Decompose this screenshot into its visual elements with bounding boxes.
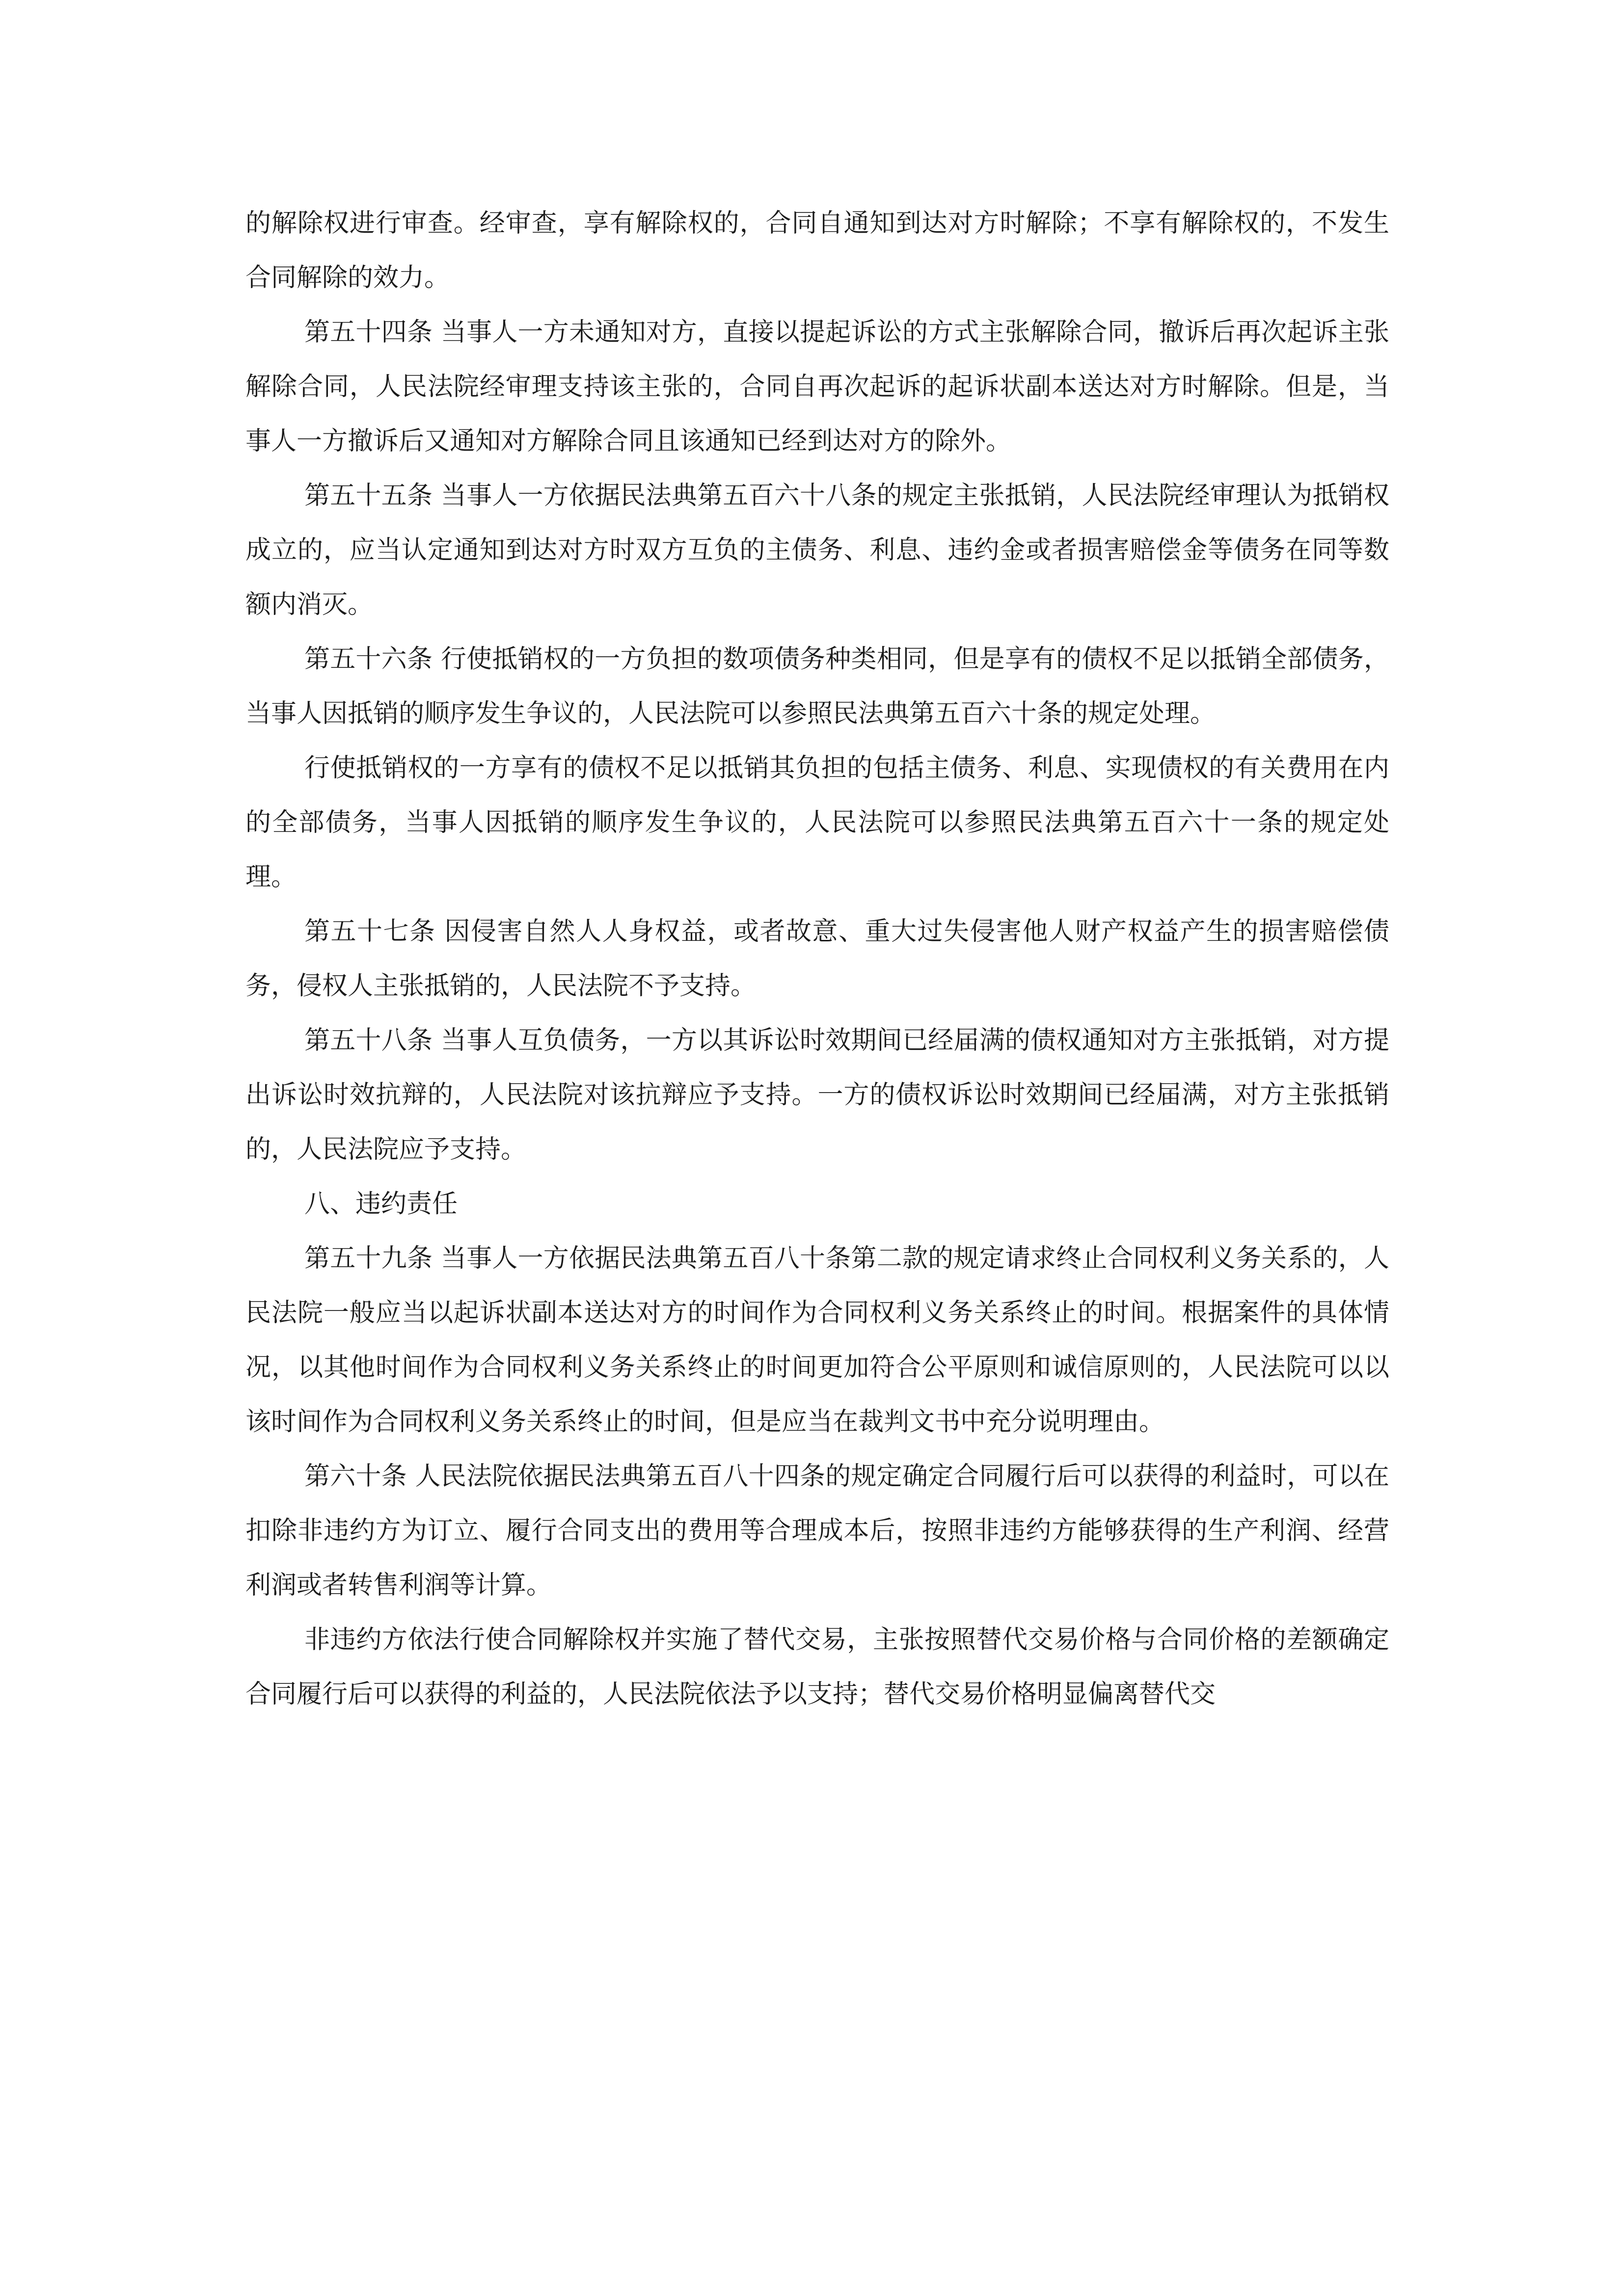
- paragraph-1: 的解除权进行审查。经审查，享有解除权的，合同自通知到达对方时解除；不享有解除权的，不发生合同解除的效力。: [245, 209, 1389, 293]
- paragraph-article-60-cont: 非违约方依法行使合同解除权并实施了替代交易，主张按照替代交易价格与合同价格的差额确定合同履行后可以获得的利益的，人民法院依法予以支持；替代交易价格明显偏离替代交: [245, 1625, 1389, 1709]
- paragraph-article-56-cont: 行使抵销权的一方享有的债权不足以抵销其负担的包括主债务、利息、实现债权的有关费用在内的全部债务，当事人因抵销的顺序发生争议的，人民法院可以参照民法典第五百六十一条的规定处理。: [245, 753, 1389, 892]
- paragraph-article-56: 第五十六条 行使抵销权的一方负担的数项债务种类相同，但是享有的债权不足以抵销全部债务，当事人因抵销的顺序发生争议的，人民法院可以参照民法典第五百六十条的规定处理。: [245, 644, 1389, 728]
- paragraph-article-57: 第五十七条 因侵害自然人人身权益，或者故意、重大过失侵害他人财产权益产生的损害赔偿债务，侵权人主张抵销的，人民法院不予支持。: [245, 917, 1389, 1001]
- paragraph-article-58: 第五十八条 当事人互负债务，一方以其诉讼时效期间已经届满的债权通知对方主张抵销，对方提出诉讼时效抗辩的，人民法院对该抗辩应予支持。一方的债权诉讼时效期间已经届满，对方主张抵销的，人民法院应予支持。: [245, 1026, 1389, 1164]
- paragraph-article-54: 第五十四条 当事人一方未通知对方，直接以提起诉讼的方式主张解除合同，撤诉后再次起诉主张解除合同，人民法院经审理支持该主张的，合同自再次起诉的起诉状副本送达对方时解除。但是，当事人一方撤诉后又通知对方解除合同且该通知已经到达对方的除外。: [245, 318, 1389, 456]
- paragraph-article-59: 第五十九条 当事人一方依据民法典第五百八十条第二款的规定请求终止合同权利义务关系的，人民法院一般应当以起诉状副本送达对方的时间作为合同权利义务关系终止的时间。根据案件的具体情况，以其他时间作为合同权利义务关系终止的时间更加符合公平原则和诚信原则的，人民法院可以以该时间作为合同权利义务关系终止的时间，但是应当在裁判文书中充分说明理由。: [245, 1244, 1389, 1437]
- paragraph-article-55: 第五十五条 当事人一方依据民法典第五百六十八条的规定主张抵销，人民法院经审理认为抵销权成立的，应当认定通知到达对方时双方互负的主债务、利息、违约金或者损害赔偿金等债务在同等数额内消灭。: [245, 481, 1389, 619]
- paragraph-article-60: 第六十条 人民法院依据民法典第五百八十四条的规定确定合同履行后可以获得的利益时，可以在扣除非违约方为订立、履行合同支出的费用等合理成本后，按照非违约方能够获得的生产利润、经营利润或者转售利润等计算。: [245, 1462, 1389, 1600]
- document-body: [245, 196, 1389, 1722]
- section-heading-breach-liability: 八、违约责任: [304, 1189, 458, 1219]
